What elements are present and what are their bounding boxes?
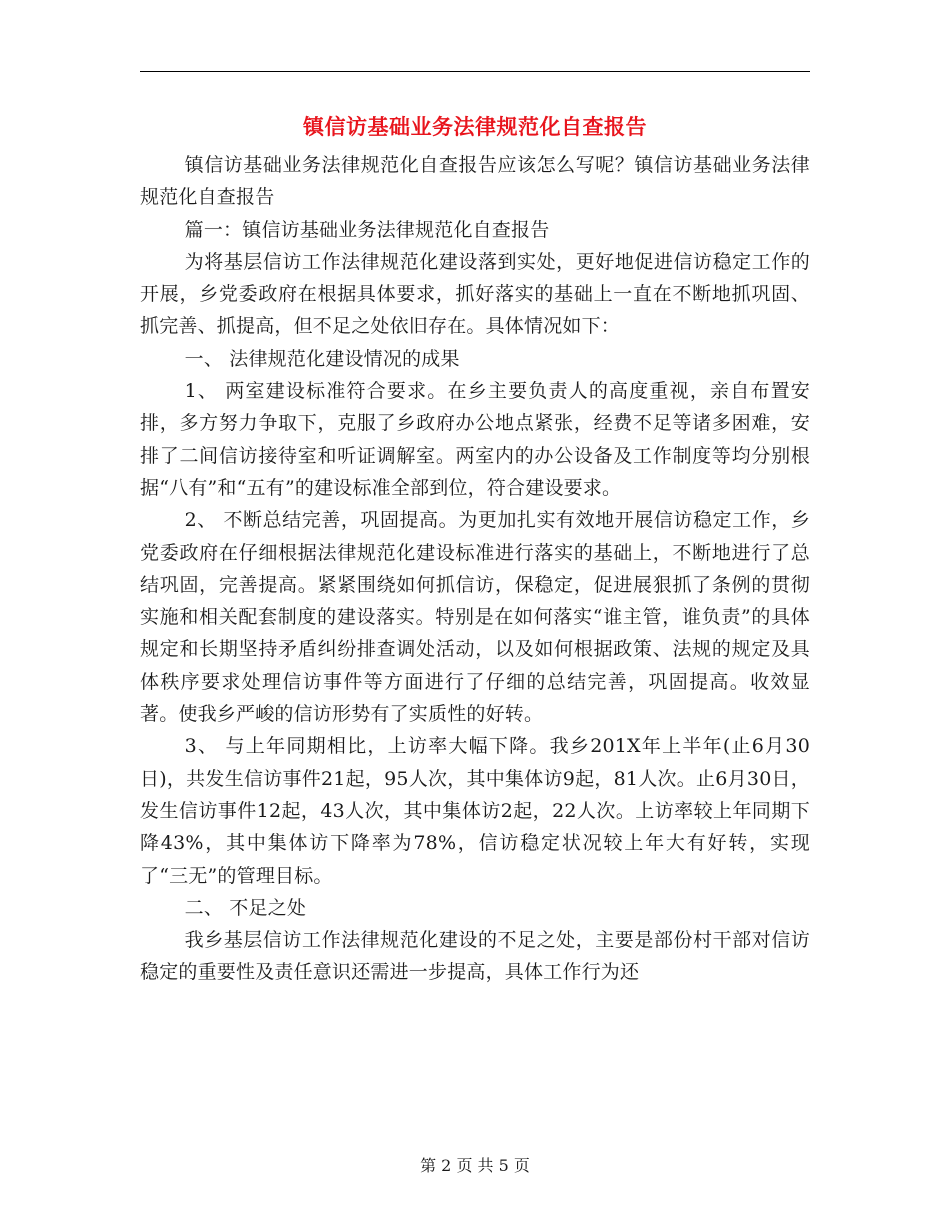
document-title: 镇信访基础业务法律规范化自查报告 bbox=[303, 114, 647, 139]
achievement-paragraph-3: 3、 与上年同期相比，上访率大幅下降。我乡201X年上半年(止6月30日)，共发生信访事件21起，95人次，其中集体访9起，81人次。止6月30日，发生信访事件12起，43人次，其中集体访2起，22人次。上访率较上年同期下降43%，其中集体访下降率为78%，信访稳定状况较上年大有好转，实现了“三无”的管理目标。 bbox=[140, 735, 810, 887]
document-body bbox=[140, 149, 810, 989]
section-heading-shortcomings: 二、 不足之处 bbox=[184, 896, 307, 919]
intro-paragraph: 镇信访基础业务法律规范化自查报告应该怎么写呢？镇信访基础业务法律规范化自查报告 bbox=[140, 154, 810, 209]
section-heading-achievements: 一、 法律规范化建设情况的成果 bbox=[184, 347, 460, 370]
achievement-paragraph-2: 2、 不断总结完善，巩固提高。为更加扎实有效地开展信访稳定工作，乡党委政府在仔细根据法律规范化建设标准进行落实的基础上，不断地进行了总结巩固，完善提高。紧紧围绕如何抓信访，保稳定，促进展狠抓了条例的贯彻实施和相关配套制度的建设落实。特别是在如何落实“谁主管，谁负责”的具体规定和长期坚持矛盾纠纷排查调处活动，以及如何根据政策、法规的规定及具体秩序要求处理信访事件等方面进行了仔细的总结完善，巩固提高。收效显著。使我乡严峻的信访形势有了实质性的好转。 bbox=[140, 509, 810, 726]
page-footer: 第 2 页 共 5 页 bbox=[420, 1156, 530, 1175]
header-rule bbox=[140, 71, 810, 72]
opening-paragraph: 为将基层信访工作法律规范化建设落到实处，更好地促进信访稳定工作的开展，乡党委政府在根据具体要求，抓好落实的基础上一直在不断地抓巩固、抓完善、抓提高，但不足之处依旧存在。具体情况如下： bbox=[140, 250, 810, 338]
achievement-paragraph-1: 1、 两室建设标准符合要求。在乡主要负责人的高度重视，亲自布置安排，多方努力争取下，克服了乡政府办公地点紧张，经费不足等诸多困难，安排了二间信访接待室和听证调解室。两室内的办公设备及工作制度等均分别根据“八有”和“五有”的建设标准全部到位，符合建设要求。 bbox=[140, 380, 810, 499]
shortcomings-paragraph: 我乡基层信访工作法律规范化建设的不足之处，主要是部份村干部对信访稳定的重要性及责任意识还需进一步提高，具体工作行为还 bbox=[140, 929, 810, 984]
chapter-heading: 篇一：镇信访基础业务法律规范化自查报告 bbox=[184, 218, 550, 241]
